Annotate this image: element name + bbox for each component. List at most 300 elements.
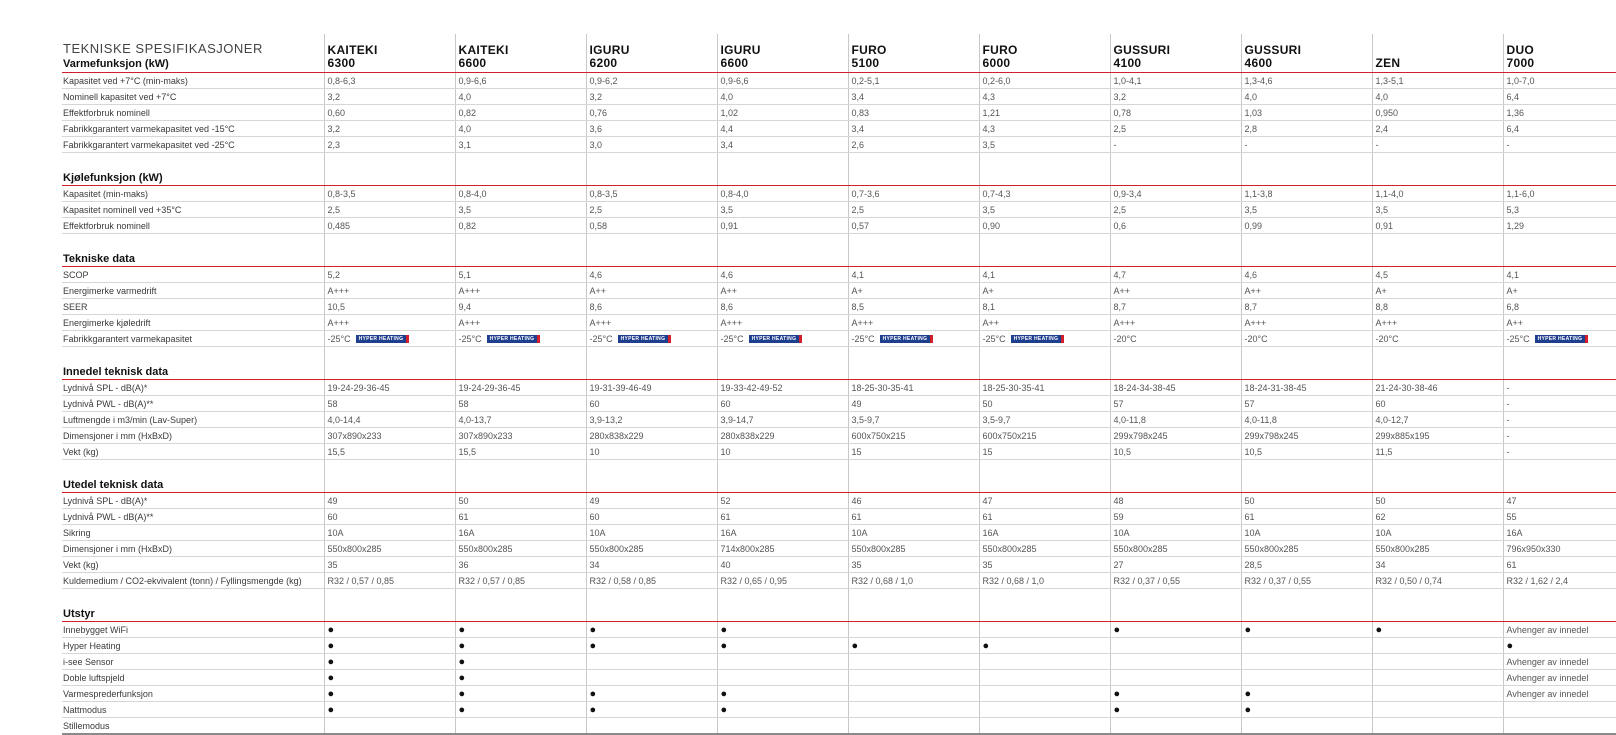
section-cell [324,168,455,186]
value-cell [979,331,1110,347]
cell-value: Avhenger av innedel [1507,657,1589,667]
hyper-heating-badge-icon: HYPER HEATING [749,335,803,343]
cell-value: 0,90 [983,221,1001,231]
value-cell [455,670,586,686]
value-cell [717,670,848,686]
value-cell [324,622,455,638]
value-cell [1110,541,1241,557]
value-cell [1110,670,1241,686]
spacer-cell [717,589,848,605]
table-row [62,396,1616,412]
value-cell [586,622,717,638]
cell-value: R32 / 0,68 / 1,0 [983,576,1045,586]
feature-dot: ● [1507,640,1514,652]
cell-value: 3,6 [590,124,603,134]
value-cell [717,622,848,638]
cell-value: A++ [590,286,607,296]
section-cell [1241,362,1372,380]
value-cell [979,105,1110,121]
value-cell [1110,622,1241,638]
value-cell [1110,493,1241,509]
value-cell [717,654,848,670]
cell-value: 61 [721,512,731,522]
table-row [62,218,1616,234]
cell-value: 2,3 [328,140,341,150]
section-cell [717,362,848,380]
cell-value: 4,0-11,8 [1114,415,1146,425]
value-cell [1372,541,1503,557]
spacer-cell [979,460,1110,476]
table-row [62,493,1616,509]
feature-dot: ● [590,704,597,716]
model-header [586,34,717,73]
cell-value: 3,5 [983,205,996,215]
cell-value: 49 [328,496,338,506]
value-cell [1503,412,1616,428]
value-cell [717,686,848,702]
value-cell [586,105,717,121]
spacer-cell [455,460,586,476]
cell-value: 0,58 [590,221,608,231]
cell-value: 550x800x285 [459,544,513,554]
table-row [62,428,1616,444]
spacer-cell [1372,347,1503,363]
model-header [455,34,586,73]
value-cell [717,718,848,735]
cell-value: -20°C [1114,334,1137,344]
value-cell [455,509,586,525]
value-cell [586,509,717,525]
cell-value: 1,03 [1245,108,1263,118]
value-cell [1110,283,1241,299]
cell-value: 550x800x285 [328,544,382,554]
cell-value: R32 / 0,37 / 0,55 [1245,576,1312,586]
section-cell [455,168,586,186]
cell-value: 11,5 [1376,447,1393,457]
value-cell [455,267,586,283]
value-cell [455,718,586,735]
value-cell [717,267,848,283]
cell-value: 550x800x285 [590,544,644,554]
table-row [62,121,1616,137]
cell-value: R32 / 1,62 / 2,4 [1507,576,1569,586]
section-cell [1503,168,1616,186]
value-cell [1503,121,1616,137]
value-cell [324,412,455,428]
value-cell [1503,218,1616,234]
cell-value: -25°C [721,334,744,344]
value-cell [717,412,848,428]
table-row [62,702,1616,718]
row-label: Vekt (kg) [62,557,324,573]
cell-value: 10A [1245,528,1261,538]
value-cell [586,702,717,718]
value-cell [1241,380,1372,396]
model-header [717,34,848,73]
feature-dot: ● [983,640,990,652]
row-label: Luftmengde i m3/min (Lav-Super) [62,412,324,428]
cell-value: 0,83 [852,108,870,118]
cell-value: R32 / 0,57 / 0,85 [328,576,395,586]
feature-dot: ● [590,624,597,636]
cell-value: 50 [459,496,469,506]
value-cell [455,493,586,509]
row-label: Fabrikkgarantert varmekapasitet [62,331,324,347]
spacer-cell [1241,347,1372,363]
table-row [62,670,1616,686]
cell-value: 4,1 [1507,270,1520,280]
cell-value: 10,5 [328,302,346,312]
cell-value: 714x800x285 [721,544,775,554]
value-cell [1503,686,1616,702]
cell-value: 61 [459,512,469,522]
value-cell [1241,686,1372,702]
cell-value: -20°C [1376,334,1399,344]
cell-value: 8,6 [721,302,734,312]
value-cell [586,428,717,444]
value-cell [1372,525,1503,541]
value-cell [848,89,979,105]
cell-value: 35 [983,560,993,570]
spacer-cell [1372,589,1503,605]
cell-value: 1,36 [1507,108,1525,118]
cell-value: 50 [1245,496,1255,506]
value-cell [979,412,1110,428]
section-cell [1110,475,1241,493]
value-cell [979,686,1110,702]
value-cell [324,202,455,218]
value-cell [586,654,717,670]
cell-value: 2,5 [1114,205,1127,215]
cell-value: 0,9-6,2 [590,76,618,86]
spacer-cell [848,234,979,250]
value-cell [848,654,979,670]
value-cell [1503,105,1616,121]
cell-value: 1,21 [983,108,1001,118]
value-cell [586,718,717,735]
cell-value: 6,8 [1507,302,1520,312]
cell-value: 0,78 [1114,108,1132,118]
cell-value: A+ [852,286,863,296]
value-cell [1372,670,1503,686]
value-cell [979,557,1110,573]
table-row [62,73,1616,89]
cell-value: 3,5-9,7 [983,415,1011,425]
feature-dot: ● [328,656,335,668]
section-cell [848,475,979,493]
value-cell [324,428,455,444]
value-cell [1110,396,1241,412]
feature-dot: ● [721,704,728,716]
spacer-cell [717,153,848,169]
cell-value: 1,29 [1507,221,1525,231]
table-row [62,525,1616,541]
section-cell [848,604,979,622]
value-cell [1372,299,1503,315]
cell-value: 3,2 [590,92,603,102]
cell-value: 48 [1114,496,1124,506]
value-cell [979,718,1110,735]
cell-value: 34 [590,560,600,570]
section-cell [1372,604,1503,622]
value-cell [324,686,455,702]
cell-value: 3,5 [721,205,734,215]
value-cell [717,396,848,412]
cell-value: 10A [328,528,344,538]
cell-value: A+++ [721,318,743,328]
cell-value: 0,8-4,0 [459,189,487,199]
spacer-cell [1110,347,1241,363]
spec-body [62,73,1616,735]
spacer-cell [62,234,324,250]
value-cell [586,525,717,541]
row-label: Kapasitet ved +7°C (min-maks) [62,73,324,89]
cell-value: 4,1 [983,270,996,280]
section-cell [1503,475,1616,493]
value-cell [1503,638,1616,654]
spacer-cell [62,460,324,476]
cell-value: 61 [983,512,993,522]
value-cell [1503,670,1616,686]
cell-value: -25°C [590,334,613,344]
cell-value: R32 / 0,57 / 0,85 [459,576,526,586]
value-cell [1372,396,1503,412]
spacer-cell [586,589,717,605]
table-row [62,331,1616,347]
cell-value: 19-24-29-36-45 [459,383,521,393]
value-cell [848,299,979,315]
cell-value: 8,5 [852,302,865,312]
value-cell [979,638,1110,654]
cell-value: 8,8 [1376,302,1389,312]
value-cell [455,541,586,557]
cell-value: 10 [590,447,600,457]
value-cell [717,137,848,153]
cell-value: 4,0 [1376,92,1389,102]
cell-value: 57 [1245,399,1255,409]
model-name: FURO [852,44,979,57]
value-cell [979,396,1110,412]
spacer-cell [1503,234,1616,250]
cell-value: 550x800x285 [852,544,906,554]
row-label: Doble luftspjeld [62,670,324,686]
cell-value: 58 [459,399,469,409]
value-cell [1241,525,1372,541]
value-cell [848,718,979,735]
value-cell [1241,267,1372,283]
cell-value: -25°C [328,334,351,344]
spacer-cell [586,347,717,363]
value-cell [717,73,848,89]
feature-dot: ● [590,640,597,652]
section-cell [455,604,586,622]
row-label: SCOP [62,267,324,283]
cell-value: Avhenger av innedel [1507,673,1589,683]
value-cell [455,396,586,412]
value-cell [586,299,717,315]
row-label: Energimerke kjøledrift [62,315,324,331]
value-cell [1110,702,1241,718]
cell-value: 4,0 [1245,92,1258,102]
value-cell [586,121,717,137]
value-cell [455,283,586,299]
row-label: Nominell kapasitet ved +7°C [62,89,324,105]
feature-dot: ● [852,640,859,652]
value-cell [979,573,1110,589]
model-number: 6200 [590,57,717,70]
value-cell [1110,331,1241,347]
section-header-row [62,168,1616,186]
cell-value: 15 [852,447,862,457]
cell-value: 50 [983,399,993,409]
cell-value: 47 [1507,496,1517,506]
cell-value: 1,0-4,1 [1114,76,1142,86]
value-cell [979,509,1110,525]
row-label: Nattmodus [62,702,324,718]
value-cell [1372,412,1503,428]
value-cell [1372,89,1503,105]
cell-value: 1,1-4,0 [1376,189,1404,199]
cell-value: 0,99 [1245,221,1263,231]
value-cell [1503,573,1616,589]
value-cell [455,380,586,396]
spacer-cell [979,347,1110,363]
value-cell [1241,89,1372,105]
value-cell [455,573,586,589]
cell-value: 4,0 [459,92,472,102]
value-cell [979,444,1110,460]
spacer-cell [717,347,848,363]
spacer-cell [1372,153,1503,169]
row-label: Sikring [62,525,324,541]
value-cell [1110,525,1241,541]
value-cell [979,702,1110,718]
cell-value: A+++ [459,318,481,328]
cell-value: -25°C [459,334,482,344]
value-cell [455,186,586,202]
section-cell [1110,249,1241,267]
table-row [62,105,1616,121]
value-cell [1372,493,1503,509]
value-cell [848,283,979,299]
model-header [1241,34,1372,73]
value-cell [1241,315,1372,331]
model-name: ZEN [1376,57,1503,70]
feature-dot: ● [721,640,728,652]
table-row [62,573,1616,589]
value-cell [586,686,717,702]
cell-value: 0,8-6,3 [328,76,356,86]
value-cell [324,218,455,234]
value-cell [455,428,586,444]
spec-table [62,34,1616,735]
model-number: 4600 [1245,57,1372,70]
section-header-row [62,604,1616,622]
section-cell [848,249,979,267]
value-cell [324,654,455,670]
section-cell [586,475,717,493]
value-cell [848,121,979,137]
cell-value: 3,2 [328,92,341,102]
cell-value: 18-24-31-38-45 [1245,383,1307,393]
spacer-cell [324,234,455,250]
row-label: Effektforbruk nominell [62,105,324,121]
cell-value: A+++ [328,286,350,296]
cell-value: 36 [459,560,469,570]
cell-value: 18-25-30-35-41 [983,383,1045,393]
cell-value: A+++ [1245,318,1267,328]
section-cell [324,362,455,380]
section-cell [1241,168,1372,186]
value-cell [1241,412,1372,428]
section-cell [848,168,979,186]
value-cell [979,622,1110,638]
cell-value: 16A [983,528,999,538]
cell-value: 0,82 [459,221,477,231]
value-cell [455,654,586,670]
value-cell [979,73,1110,89]
value-cell [979,670,1110,686]
cell-value: A++ [1507,318,1524,328]
value-cell [1241,186,1372,202]
value-cell [586,315,717,331]
cell-value: 35 [852,560,862,570]
spacer-cell [455,589,586,605]
cell-value: 49 [590,496,600,506]
value-cell [1372,283,1503,299]
cell-value: 60 [328,512,338,522]
section-cell [455,475,586,493]
value-cell [586,331,717,347]
cell-value: 0,8-4,0 [721,189,749,199]
value-cell [848,105,979,121]
cell-value: - [1507,431,1510,441]
section-spacer [62,234,1616,250]
value-cell [455,73,586,89]
cell-value: 3,4 [852,92,865,102]
value-cell [455,412,586,428]
cell-value: 19-31-39-46-49 [590,383,652,393]
spacer-cell [455,234,586,250]
feature-dot: ● [459,672,466,684]
value-cell [1503,493,1616,509]
value-cell [586,396,717,412]
value-cell [586,493,717,509]
table-row [62,283,1616,299]
value-cell [717,573,848,589]
value-cell [324,331,455,347]
value-cell [1503,444,1616,460]
value-cell [979,541,1110,557]
section-cell [848,362,979,380]
cell-value: 4,4 [721,124,734,134]
cell-value: 59 [1114,512,1124,522]
cell-value: 15,5 [328,447,346,457]
value-cell [1372,702,1503,718]
value-cell [324,137,455,153]
row-label: Lydnivå PWL - dB(A)** [62,396,324,412]
feature-dot: ● [328,624,335,636]
cell-value: 10A [590,528,606,538]
value-cell [324,638,455,654]
value-cell [1241,509,1372,525]
cell-value: - [1507,140,1510,150]
value-cell [1372,509,1503,525]
table-row [62,137,1616,153]
cell-value: 0,9-6,6 [459,76,487,86]
cell-value: 10A [1114,528,1130,538]
value-cell [586,137,717,153]
